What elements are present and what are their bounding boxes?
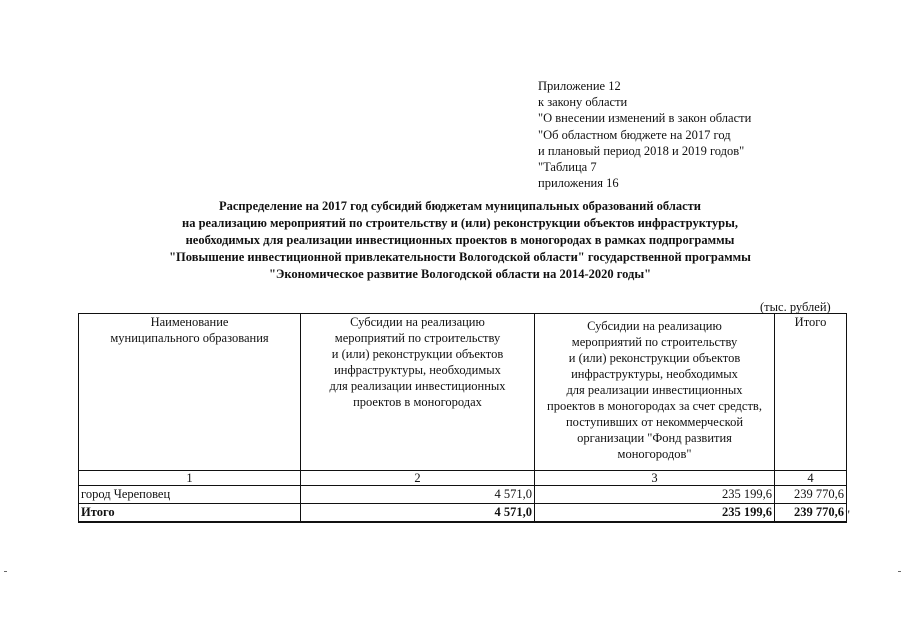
header-line: Субсидии на реализацию	[350, 315, 485, 329]
appendix-line: приложения 16	[538, 176, 619, 191]
header-line: поступивших от некоммерческой	[565, 415, 744, 429]
header-row	[79, 314, 847, 471]
title-line: необходимых для реализации инвестиционных проектов в моногородах в рамках подпрограммы	[185, 233, 735, 247]
header-municipality	[79, 314, 301, 471]
header-line: проектов в моногородах за счет средств,	[547, 399, 762, 413]
header-line: инфраструктуры, необходимых	[334, 363, 501, 377]
subsidy-table	[78, 313, 847, 523]
totals-row	[79, 504, 847, 523]
header-line: Итого	[794, 315, 827, 329]
column-number: 2	[301, 471, 535, 486]
totals-total: 239 770,6	[775, 504, 847, 523]
header-line: проектов в моногородах	[353, 395, 482, 409]
header-subsidy-fund	[535, 314, 775, 471]
document-title	[110, 198, 810, 283]
title-line: "Повышение инвестиционной привлекательности Вологодской области" государственной программы	[169, 250, 751, 264]
table-row	[79, 486, 847, 504]
total-value: 239 770,6	[775, 486, 847, 504]
header-line: Наименование	[150, 315, 229, 329]
column-number: 1	[79, 471, 301, 486]
title-line: Распределение на 2017 год субсидий бюджетам муниципальных образований области	[218, 199, 701, 213]
scan-mark	[898, 571, 901, 572]
header-line: и (или) реконструкции объектов	[331, 347, 504, 361]
appendix-line: к закону области	[538, 95, 628, 110]
appendix-line: "Таблица 7	[538, 160, 597, 175]
column-number-row	[79, 471, 847, 486]
header-line: организации "Фонд развития	[577, 431, 732, 445]
unit-label: (тыс. рублей)	[760, 300, 831, 314]
appendix-line: и плановый период 2018 и 2019 годов"	[538, 143, 745, 158]
totals-label: Итого	[79, 504, 301, 523]
column-number: 4	[775, 471, 847, 486]
municipality-name: город Череповец	[79, 486, 301, 504]
subsidy-fund-value: 235 199,6	[535, 486, 775, 504]
column-number: 3	[535, 471, 775, 486]
header-line: инфраструктуры, необходимых	[571, 367, 738, 381]
appendix-line: Приложение 12	[538, 79, 621, 93]
header-line: моногородов"	[617, 447, 692, 461]
header-line: для реализации инвестиционных	[329, 379, 506, 393]
header-line: мероприятий по строительству	[571, 335, 738, 349]
header-subsidy	[301, 314, 535, 471]
title-line: на реализацию мероприятий по строительству и (или) реконструкции объектов инфраструктуры,	[182, 216, 738, 230]
header-line: мероприятий по строительству	[334, 331, 501, 345]
header-total	[775, 314, 847, 471]
appendix-note	[538, 78, 751, 191]
header-line: муниципального образования	[110, 331, 269, 345]
scan-mark	[4, 571, 7, 572]
appendix-line: "Об областном бюджете на 2017 год	[538, 127, 731, 142]
closing-quote: "	[845, 508, 851, 522]
subsidy-value: 4 571,0	[301, 486, 535, 504]
header-line: Субсидии на реализацию	[587, 319, 722, 333]
title-line: "Экономическое развитие Вологодской области на 2014-2020 годы"	[268, 267, 652, 281]
appendix-line: "О внесении изменений в закон области	[538, 111, 752, 126]
totals-subsidy: 4 571,0	[301, 504, 535, 523]
header-line: для реализации инвестиционных	[566, 383, 743, 397]
totals-subsidy-fund: 235 199,6	[535, 504, 775, 523]
header-line: и (или) реконструкции объектов	[568, 351, 741, 365]
